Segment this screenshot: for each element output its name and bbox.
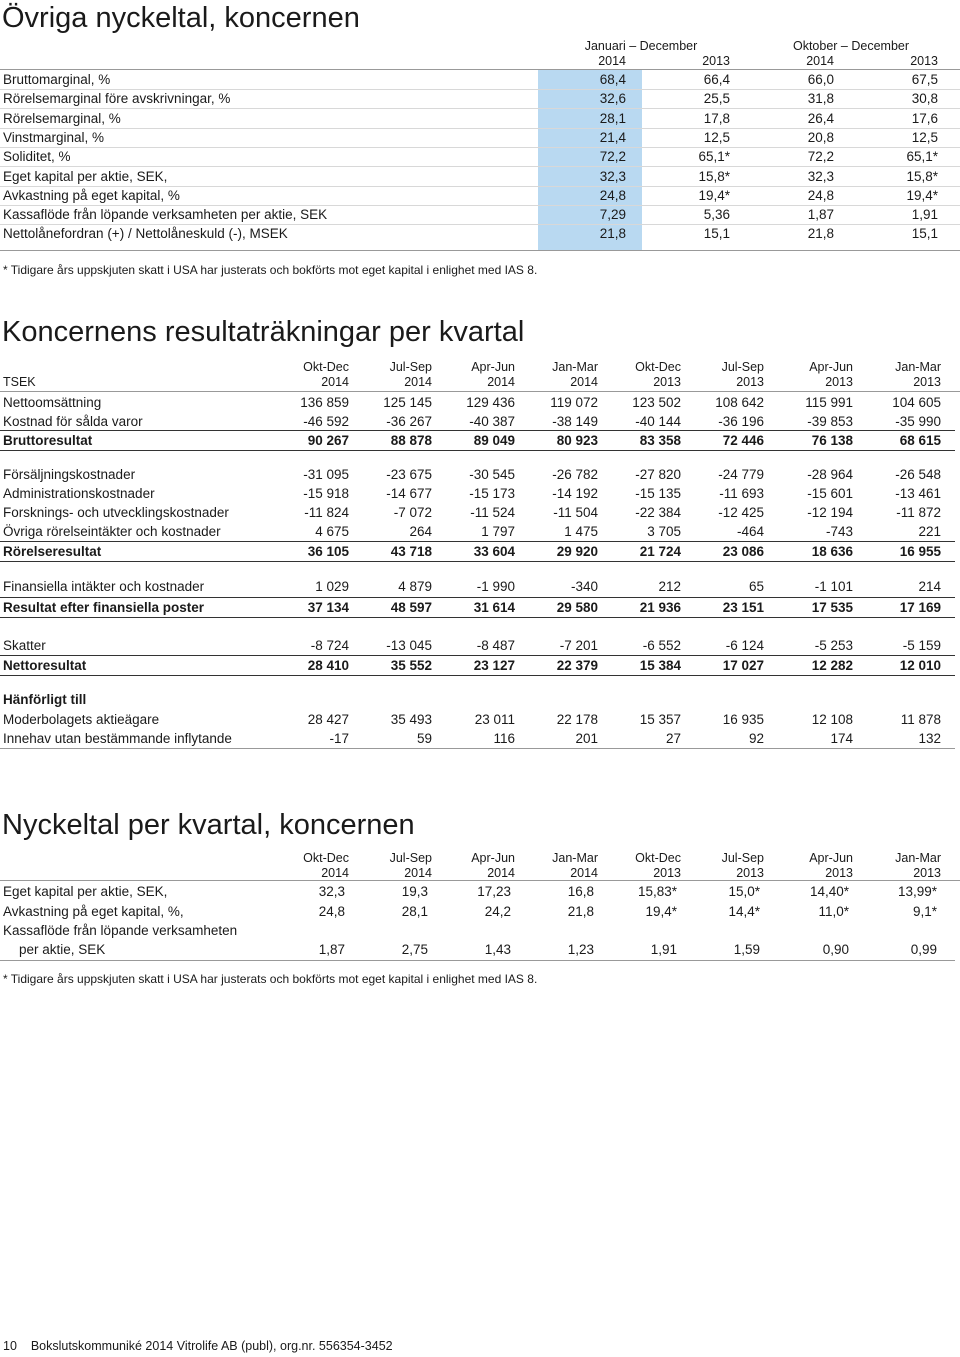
col-year: 2014 [404, 866, 432, 880]
cell-value: 65,1* [698, 149, 730, 165]
cell-value: 17 027 [722, 658, 764, 673]
cell-value: 174 [830, 731, 853, 746]
table-row [0, 636, 960, 655]
table-row [0, 484, 960, 503]
table-row [0, 598, 960, 617]
cell-value: 16,8 [567, 884, 594, 899]
cell-value: -12 425 [718, 505, 764, 520]
cell-value: 5,36 [703, 207, 730, 223]
cell-value: 12 108 [811, 712, 853, 727]
cell-value: -11 693 [719, 486, 764, 501]
cell-value: -8 487 [476, 638, 515, 653]
cell-value: -24 779 [718, 467, 764, 482]
table-row [0, 656, 960, 675]
cell-value: 17 169 [899, 600, 941, 615]
col-period: Apr-Jun [471, 360, 515, 374]
cell-value: -464 [736, 524, 764, 539]
table-row [0, 205, 960, 224]
cell-value: 24,8 [318, 904, 345, 919]
cell-value: 3 705 [647, 524, 681, 539]
col-period: Okt-Dec [635, 851, 681, 865]
cell-value: 25,5 [703, 91, 730, 107]
table-row [0, 109, 960, 128]
cell-value: -11 524 [470, 505, 515, 520]
cell-value: 32,3 [599, 168, 626, 184]
cell-value: 33 604 [473, 544, 515, 559]
cell-value: 123 502 [632, 395, 681, 410]
cell-value: 1,91 [911, 207, 938, 223]
row-label: Bruttoresultat [3, 433, 93, 448]
cell-value: 59 [416, 731, 432, 746]
col-year: 2014 [487, 375, 515, 389]
cell-value: -15 135 [635, 486, 681, 501]
cell-value: 48 597 [390, 600, 432, 615]
cell-value: 32,6 [599, 91, 626, 107]
col-year: 2014 [570, 866, 598, 880]
page-number: 10 [3, 1339, 17, 1353]
table-row [0, 542, 960, 561]
cell-value: -340 [570, 579, 598, 594]
col-year: 2014 [404, 375, 432, 389]
table-row [0, 503, 960, 522]
cell-value: 15 357 [639, 712, 681, 727]
col-period: Jul-Sep [389, 360, 432, 374]
col-period: Apr-Jun [809, 360, 853, 374]
cell-value: 214 [918, 579, 941, 594]
table-row [0, 89, 960, 108]
cell-value: 83 358 [639, 433, 681, 448]
cell-value: 18 636 [811, 544, 853, 559]
table-row [0, 128, 960, 147]
col-period: Apr-Jun [809, 851, 853, 865]
col-year: 2014 [570, 375, 598, 389]
cell-value: 17,8 [703, 110, 730, 126]
table-bottom-rule [0, 748, 955, 749]
col-period: Jul-Sep [721, 360, 764, 374]
col-period: Okt-Dec [635, 360, 681, 374]
unit-label: TSEK [3, 375, 36, 389]
header-divider [0, 391, 960, 392]
col-year: 2014 [321, 375, 349, 389]
page-footer [3, 1339, 393, 1353]
cell-value: 21,4 [599, 129, 626, 145]
sum-rule [0, 450, 955, 451]
cell-value: -35 990 [895, 414, 941, 429]
table-bottom-rule [0, 960, 955, 961]
cell-value: 24,2 [484, 904, 511, 919]
sum-rule [0, 561, 955, 562]
row-label: Avkastning på eget kapital, %, [3, 904, 184, 919]
cell-value: 12,5 [703, 129, 730, 145]
cell-value: 35 552 [390, 658, 432, 673]
cell-value: 23 086 [722, 544, 764, 559]
table-row [0, 393, 960, 412]
cell-value: -12 194 [807, 505, 853, 520]
cell-value: 221 [918, 524, 941, 539]
cell-value: 264 [409, 524, 432, 539]
section3-title: Nyckeltal per kvartal, koncernen [2, 809, 415, 841]
cell-value: -28 964 [807, 467, 853, 482]
row-label: Administrationskostnader [3, 486, 155, 501]
cell-value: -15 601 [807, 486, 853, 501]
sum-rule [0, 655, 955, 656]
table-row [0, 882, 960, 901]
cell-value: 0,99 [910, 942, 937, 957]
row-label: Övriga rörelseintäkter och kostnader [3, 524, 221, 539]
col-period: Jul-Sep [721, 851, 764, 865]
cell-value: 1,43 [484, 942, 511, 957]
col-period: Jan-Mar [552, 851, 598, 865]
cell-value: -7 072 [393, 505, 432, 520]
table-row [0, 921, 960, 940]
cell-value: -7 201 [559, 638, 598, 653]
row-label: Rörelseresultat [3, 544, 102, 559]
row-label: Resultat efter finansiella poster [3, 600, 205, 615]
cell-value: 11,0* [818, 904, 849, 919]
cell-value: -40 387 [469, 414, 515, 429]
row-label: Moderbolagets aktieägare [3, 712, 160, 727]
col-year: 2013 [910, 54, 938, 68]
cell-value: 12 010 [899, 658, 941, 673]
sum-rule [0, 617, 955, 618]
cell-value: 1,87 [318, 942, 345, 957]
cell-value: 212 [658, 579, 681, 594]
cell-value: 13,99* [897, 884, 937, 899]
cell-value: 23 011 [474, 712, 515, 727]
cell-value: -6 552 [642, 638, 681, 653]
cell-value: 90 267 [307, 433, 349, 448]
cell-value: -39 853 [807, 414, 853, 429]
cell-value: -36 267 [386, 414, 432, 429]
table-row [0, 690, 960, 709]
cell-value: 21,8 [599, 226, 626, 242]
col-year: 2013 [702, 54, 730, 68]
cell-value: 21,8 [807, 226, 834, 242]
cell-value: 15 384 [639, 658, 681, 673]
cell-value: 132 [918, 731, 941, 746]
cell-value: 15,8* [906, 168, 938, 184]
col-year: 2014 [321, 866, 349, 880]
row-label: Rörelsemarginal före avskrivningar, % [3, 91, 231, 107]
cell-value: -5 159 [902, 638, 941, 653]
cell-value: -31 095 [303, 467, 349, 482]
cell-value: 2,75 [401, 942, 428, 957]
cell-value: -26 782 [552, 467, 598, 482]
cell-value: 88 878 [390, 433, 432, 448]
table-bottom-rule [0, 250, 960, 251]
row-label: Soliditet, % [3, 149, 71, 165]
cell-value: 27 [665, 731, 681, 746]
cell-value: -14 192 [552, 486, 598, 501]
col-year: 2013 [913, 866, 941, 880]
section1-title: Övriga nyckeltal, koncernen [2, 2, 360, 34]
cell-value: 16 935 [722, 712, 764, 727]
cell-value: 29 580 [556, 600, 598, 615]
cell-value: 12 282 [811, 658, 853, 673]
cell-value: 104 605 [892, 395, 941, 410]
cell-value: 28,1 [599, 110, 626, 126]
table-row [0, 70, 960, 89]
cell-value: 89 049 [473, 433, 515, 448]
cell-value: 119 072 [550, 395, 598, 410]
table-row [0, 729, 960, 748]
col-year: 2014 [806, 54, 834, 68]
col-year: 2013 [736, 866, 764, 880]
group-header-okt-dec: Oktober – December [792, 39, 910, 53]
col-period: Jan-Mar [552, 360, 598, 374]
cell-value: 37 134 [307, 600, 349, 615]
cell-value: 4 879 [398, 579, 432, 594]
row-label: Skatter [3, 638, 46, 653]
cell-value: 1,23 [567, 942, 594, 957]
row-label: Rörelsemarginal, % [3, 110, 121, 126]
cell-value: 24,8 [599, 187, 626, 203]
cell-value: -11 824 [304, 505, 349, 520]
col-year: 2013 [825, 375, 853, 389]
cell-value: 24,8 [807, 187, 834, 203]
sum-rule [0, 541, 955, 542]
cell-value: 32,3 [318, 884, 345, 899]
cell-value: -13 461 [895, 486, 941, 501]
row-label: Hänförligt till [3, 692, 87, 707]
cell-value: -11 872 [896, 505, 941, 520]
cell-value: 15,83* [637, 884, 677, 899]
cell-value: 66,4 [703, 72, 730, 87]
table-row [0, 412, 960, 431]
cell-value: -46 592 [303, 414, 349, 429]
cell-value: 36 105 [307, 544, 349, 559]
cell-value: 201 [575, 731, 598, 746]
cell-value: 31 614 [473, 600, 515, 615]
cell-value: 1,91 [650, 942, 677, 957]
cell-value: 22 178 [556, 712, 598, 727]
cell-value: 4 675 [315, 524, 349, 539]
cell-value: 68 615 [899, 433, 941, 448]
row-label: Nettoresultat [3, 658, 87, 673]
col-period: Jan-Mar [895, 360, 941, 374]
cell-value: -13 045 [386, 638, 432, 653]
row-label: Eget kapital per aktie, SEK, [3, 168, 168, 184]
col-period: Jul-Sep [389, 851, 432, 865]
cell-value: -23 675 [386, 467, 432, 482]
col-period: Okt-Dec [303, 851, 349, 865]
table-row [0, 577, 960, 596]
cell-value: 28 427 [307, 712, 349, 727]
cell-value: 35 493 [390, 712, 432, 727]
cell-value: -30 545 [469, 467, 515, 482]
cell-value: 1,87 [807, 207, 834, 223]
cell-value: 92 [748, 731, 764, 746]
cell-value: 136 859 [300, 395, 349, 410]
cell-value: 21,8 [567, 904, 594, 919]
header-divider [0, 880, 960, 881]
table-row [0, 224, 960, 243]
cell-value: -38 149 [552, 414, 598, 429]
cell-value: 66,0 [807, 72, 834, 87]
footnote: * Tidigare års uppskjuten skatt i USA har justerats och bokförts mot eget kapital i enlighet med IAS 8. [3, 263, 538, 277]
table-row [0, 147, 960, 166]
cell-value: -15 173 [469, 486, 515, 501]
cell-value: 32,3 [807, 168, 834, 184]
cell-value: -1 990 [476, 579, 515, 594]
col-period: Apr-Jun [471, 851, 515, 865]
cell-value: 67,5 [911, 72, 938, 87]
cell-value: -27 820 [635, 467, 681, 482]
cell-value: 116 [493, 731, 515, 746]
cell-value: 80 923 [556, 433, 598, 448]
cell-value: 21 724 [639, 544, 681, 559]
section2-title: Koncernens resultaträkningar per kvartal [2, 316, 525, 348]
cell-value: 21 936 [639, 600, 681, 615]
cell-value: -36 196 [718, 414, 764, 429]
cell-value: 43 718 [390, 544, 432, 559]
row-label: Eget kapital per aktie, SEK, [3, 884, 168, 899]
row-label: Nettolånefordran (+) / Nettolåneskuld (-), MSEK [3, 226, 288, 242]
cell-value: 22 379 [556, 658, 598, 673]
cell-value: 1 029 [315, 579, 349, 594]
col-year: 2013 [913, 375, 941, 389]
cell-value: -11 504 [553, 505, 598, 520]
row-label: Kassaflöde från löpande verksamheten per aktie, SEK [3, 207, 328, 223]
cell-value: 76 138 [811, 433, 853, 448]
cell-value: 19,4* [906, 187, 938, 203]
col-year: 2014 [487, 866, 515, 880]
group-header-jan-dec: Januari – December [584, 39, 698, 53]
cell-value: -17 [329, 731, 349, 746]
cell-value: 0,90 [822, 942, 849, 957]
col-period: Okt-Dec [303, 360, 349, 374]
cell-value: 28 410 [307, 658, 349, 673]
cell-value: -40 144 [635, 414, 681, 429]
cell-value: 15,8* [698, 168, 730, 184]
cell-value: 1 797 [481, 524, 515, 539]
table-row [0, 902, 960, 921]
cell-value: 16 955 [899, 544, 941, 559]
table-row [0, 940, 960, 959]
cell-value: 31,8 [807, 91, 834, 107]
cell-value: 1 475 [564, 524, 598, 539]
col-period: Jan-Mar [895, 851, 941, 865]
cell-value: 15,1 [911, 226, 938, 242]
cell-value: 12,5 [911, 129, 938, 145]
table-row [0, 465, 960, 484]
cell-value: 19,3 [401, 884, 428, 899]
footnote: * Tidigare års uppskjuten skatt i USA har justerats och bokförts mot eget kapital i enlighet med IAS 8. [3, 972, 538, 986]
cell-value: 17,23 [477, 884, 511, 899]
cell-value: 23 127 [473, 658, 515, 673]
table-row [0, 186, 960, 205]
cell-value: -8 724 [310, 638, 349, 653]
cell-value: -743 [825, 524, 853, 539]
table-row [0, 710, 960, 729]
row-label: Innehav utan bestämmande inflytande [3, 731, 232, 746]
row-label: Kostnad för sålda varor [3, 414, 143, 429]
col-year: 2014 [598, 54, 626, 68]
cell-value: 65,1* [906, 149, 938, 165]
cell-value: -5 253 [814, 638, 853, 653]
row-label: Försäljningskostnader [3, 467, 136, 482]
cell-value: -22 384 [635, 505, 681, 520]
table-row [0, 522, 960, 541]
cell-value: -1 101 [814, 579, 853, 594]
cell-value: 1,59 [733, 942, 760, 957]
cell-value: 26,4 [807, 110, 834, 126]
table-row [0, 431, 960, 450]
cell-value: -14 677 [386, 486, 432, 501]
cell-value: 28,1 [401, 904, 428, 919]
col-year: 2013 [825, 866, 853, 880]
row-label: Avkastning på eget kapital, % [3, 187, 180, 203]
cell-value: 108 642 [715, 395, 764, 410]
col-year: 2013 [653, 866, 681, 880]
cell-value: 115 991 [805, 395, 853, 410]
row-label: Nettoomsättning [3, 395, 102, 410]
cell-value: 30,8 [911, 91, 938, 107]
cell-value: 7,29 [599, 207, 626, 223]
cell-value: -6 124 [725, 638, 764, 653]
row-label: Bruttomarginal, % [3, 72, 111, 87]
sum-rule [0, 597, 955, 598]
footer-text: Bokslutskommuniké 2014 Vitrolife AB (publ), org.nr. 556354-3452 [30, 1339, 393, 1353]
cell-value: 17 535 [811, 600, 853, 615]
cell-value: 15,1 [703, 226, 730, 242]
cell-value: 20,8 [807, 129, 834, 145]
cell-value: 65 [748, 579, 764, 594]
cell-value: 17,6 [911, 110, 938, 126]
row-label: Vinstmarginal, % [3, 129, 105, 145]
cell-value: 9,1* [912, 904, 937, 919]
cell-value: 19,4* [645, 904, 677, 919]
cell-value: 129 436 [466, 395, 515, 410]
col-year: 2013 [736, 375, 764, 389]
cell-value: 14,40* [809, 884, 849, 899]
row-label: Forsknings- och utvecklingskostnader [3, 505, 229, 520]
cell-value: 72,2 [807, 149, 834, 165]
sum-rule [0, 675, 955, 676]
cell-value: 72,2 [599, 149, 626, 165]
cell-value: 125 145 [383, 395, 432, 410]
sum-rule [0, 430, 955, 431]
cell-value: 29 920 [556, 544, 598, 559]
cell-value: 19,4* [698, 187, 730, 203]
col-year: 2013 [653, 375, 681, 389]
cell-value: 14,4* [728, 904, 760, 919]
cell-value: 23 151 [722, 600, 764, 615]
cell-value: 68,4 [599, 72, 626, 87]
cell-value: 11 878 [900, 712, 941, 727]
row-label: per aktie, SEK [19, 942, 106, 957]
cell-value: 72 446 [722, 433, 764, 448]
cell-value: -15 918 [303, 486, 349, 501]
row-label: Kassaflöde från löpande verksamheten [3, 923, 238, 938]
cell-value: -26 548 [895, 467, 941, 482]
row-label: Finansiella intäkter och kostnader [3, 579, 205, 594]
table-row [0, 167, 960, 186]
cell-value: 15,0* [728, 884, 760, 899]
